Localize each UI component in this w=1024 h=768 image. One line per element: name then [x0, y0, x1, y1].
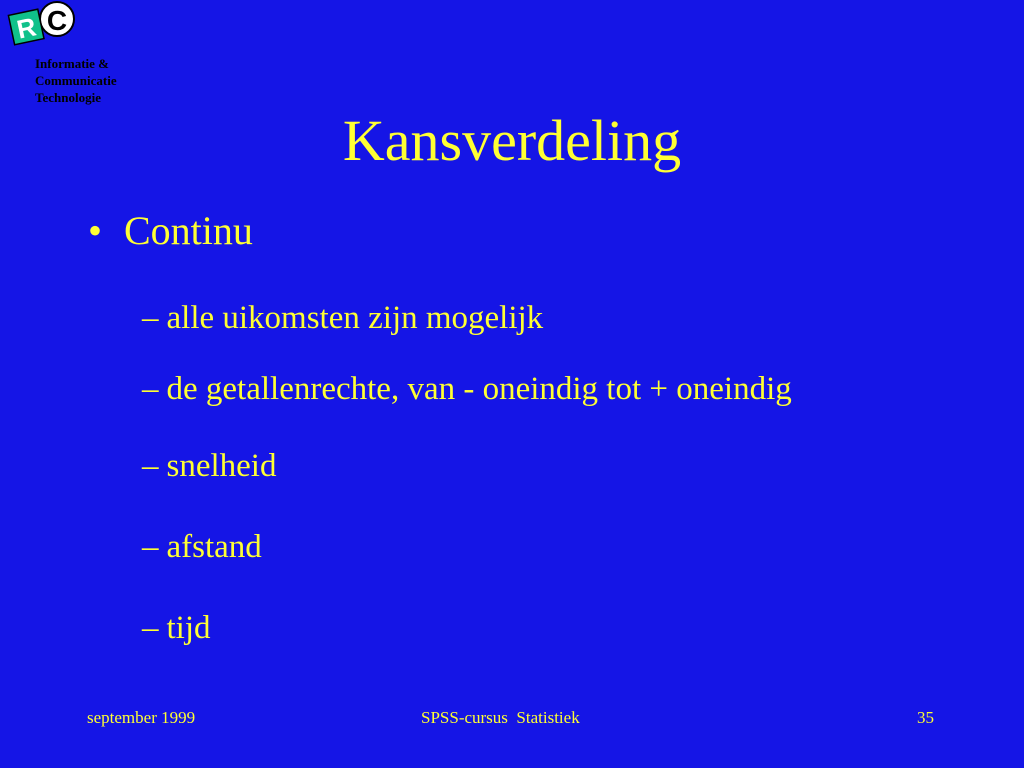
bullet-text: Continu — [124, 208, 253, 253]
bullet-marker: • — [88, 208, 103, 253]
sub-item-text: de getallenrechte, van - oneindig tot + oneindig — [166, 371, 792, 407]
sub-item — [142, 608, 211, 648]
logo-line-3: Technologie — [35, 90, 101, 105]
footer-date: september 1999 — [87, 708, 196, 727]
logo-caption — [35, 53, 117, 109]
sub-item-text: tijd — [166, 610, 211, 646]
rc-logo — [4, 0, 194, 120]
footer-page-number: 35 — [917, 708, 934, 727]
logo-line-2: Communicatie — [35, 73, 117, 88]
sub-item-dash: – — [142, 610, 159, 646]
logo-letter-r: R — [14, 11, 39, 45]
sub-item-text: alle uikomsten zijn mogelijk — [166, 300, 544, 336]
sub-item-dash: – — [142, 300, 159, 336]
logo-letter-c: C — [46, 5, 68, 36]
sub-item-dash: – — [142, 529, 159, 565]
sub-item-dash: – — [142, 448, 159, 484]
footer-course: SPSS-cursus Statistiek — [421, 708, 580, 727]
sub-item-dash: – — [142, 371, 159, 407]
sub-item-text: afstand — [166, 529, 262, 565]
sub-item — [142, 527, 262, 567]
sub-item — [142, 369, 792, 409]
sub-item — [142, 298, 543, 338]
rc-logo-mark — [4, 0, 84, 50]
sub-item-text: snelheid — [166, 448, 277, 484]
logo-line-1: Informatie & — [35, 56, 110, 71]
sub-item — [142, 446, 276, 486]
slide-title: Kansverdeling — [342, 108, 682, 173]
bullet-item — [88, 207, 253, 255]
